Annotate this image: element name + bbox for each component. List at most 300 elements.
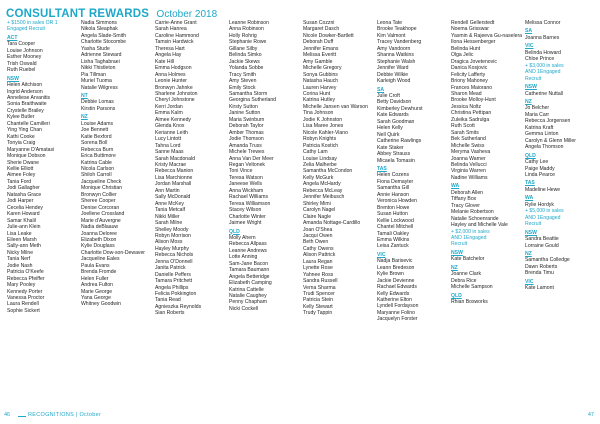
page-month: October 2018	[156, 9, 218, 20]
consultant-name: Sophie Sickert	[7, 307, 40, 314]
consultant-name: Denise Corcoran	[81, 204, 120, 211]
consultant-name: Shiloh Carroll	[81, 172, 112, 179]
consultant-name: Samar Khalil	[7, 217, 36, 224]
consultant-name: Charlotte Stocombe	[81, 39, 127, 46]
region-heading: WA	[451, 183, 460, 190]
consultant-name: Emma Wilkins	[377, 236, 410, 243]
consultant-name: Louise Lindsay	[303, 155, 337, 162]
region-heading: ACT	[7, 34, 18, 41]
consultant-name: Catherine Nuttall	[525, 90, 563, 97]
consultant-name: Teresa Watson	[229, 174, 263, 181]
consultant-name: Nadia deBlaauw	[81, 224, 119, 231]
consultant-name: Janine Sutton	[229, 110, 261, 117]
consultant-name: Katrina Kraft	[525, 124, 554, 131]
consultant-name: Chantelle Camilleri	[7, 120, 50, 127]
consultant-name: Toni Vince	[229, 168, 253, 175]
consultant-name: Tania Nerf	[7, 256, 31, 263]
consultant-name: Angela Phillips	[155, 284, 189, 291]
consultant-name: Ingrid Anderson	[7, 88, 43, 95]
consultant-name: Kate Edwards	[377, 112, 409, 119]
column-7	[448, 20, 522, 408]
region-heading: NSW	[525, 84, 537, 91]
consultant-name: Susan Hutton	[377, 211, 408, 218]
consultant-name: Bronwyn Jahnke	[155, 84, 193, 91]
consultant-name: Anna Wickham	[229, 187, 264, 194]
consultant-name: Nadia Simmons	[81, 20, 117, 26]
rewards-columns	[4, 20, 596, 408]
region-heading: WA	[525, 195, 534, 202]
consultant-name: Charlotte Dow-son-Dewaver	[81, 249, 145, 256]
consultant-name: Robyn Knights	[303, 136, 337, 143]
consultant-name: Kylie Brown	[377, 271, 404, 278]
consultant-name: Yolanda Sobbe	[229, 65, 264, 72]
consultant-name: Anna Holmes	[155, 71, 186, 78]
consultant-name: Eileen Marsh	[7, 236, 37, 243]
reward-tier-heading: Recruit	[525, 75, 542, 82]
consultant-name: Sharon Mead	[451, 90, 482, 97]
consultant-name: Maria Carr	[525, 111, 550, 118]
consultant-name: Briony Mahoney	[451, 78, 488, 85]
consultant-name: Kate Lamont	[525, 285, 554, 292]
consultant-name: Georgina Sutherland	[229, 97, 277, 104]
consultant-name: Lisa Marchionne	[155, 174, 193, 181]
page-footer	[0, 410, 600, 424]
consultant-name: Emma Kalm	[155, 110, 183, 117]
region-heading: NSW	[7, 75, 19, 82]
consultant-name: Sarah Milne	[155, 220, 183, 227]
consultant-name: Belinda Vellucci	[451, 161, 487, 168]
consultant-name: Debra Rice	[451, 277, 477, 284]
consultant-name: Helen Aitchison	[7, 82, 43, 89]
consultant-name: Theresa Hart	[155, 45, 185, 52]
consultant-name: Sonia Braithwaite	[7, 101, 47, 108]
consultant-name: Natalie Wilgress	[81, 84, 118, 91]
consultant-name: Felicity Lafferty	[451, 71, 486, 78]
consultant-name: Sarah Macdonald	[155, 155, 195, 162]
consultant-name: Jodi Gallagher	[7, 185, 40, 192]
consultant-name: Angela Betteridge	[229, 273, 270, 280]
consultant-name: Marie d'Auvergne	[81, 217, 121, 224]
consultant-name: Natasha Grace	[7, 191, 42, 198]
consultant-name: Sarah Hanrea	[155, 26, 187, 33]
consultant-name: Gillane Silby	[229, 45, 258, 52]
consultant-name: Kimberley Dewhurst	[377, 105, 423, 112]
consultant-name: Sharlene Johnston	[155, 90, 198, 97]
consultant-name: Trudy Tappin	[303, 310, 333, 317]
consultant-name: Cheryl Johnstone	[155, 97, 195, 104]
consultant-name: Jodi Harper	[7, 198, 34, 205]
consultant-name: Helen Cozens	[377, 172, 409, 179]
consultant-name: Jessica Noltz	[451, 103, 482, 110]
page-header	[6, 4, 217, 18]
consultant-name: Tracy Smith	[229, 71, 256, 78]
consultant-name: Susan Cozzni	[303, 20, 335, 26]
consultant-name: Kelly McGurk	[303, 174, 334, 181]
consultant-name: Janita Patrick	[155, 265, 186, 272]
consultant-name: Anna Van Der Meer	[229, 155, 274, 162]
consultant-name: Louise Johnson	[7, 47, 43, 54]
consultant-name: Dawn Roberts	[525, 263, 558, 270]
consultant-name: Margaret Dasch	[303, 26, 340, 33]
region-heading: VIC	[525, 43, 534, 50]
consultant-name: Jodie Thomson	[229, 136, 264, 143]
consultant-name: Natalie Schoenrande	[451, 215, 499, 222]
consultant-name: Gemma Linton	[525, 131, 559, 138]
consultant-name: Maria Swinburn	[229, 116, 265, 123]
consultant-name: Laura Regan	[303, 258, 333, 265]
consultant-name: Melanie Robertson	[451, 209, 494, 216]
consultant-name: Danielle Peffers	[155, 271, 191, 278]
consultant-name: Amanda Truss	[229, 142, 262, 149]
consultant-name: Esther Mooney	[7, 54, 42, 61]
consultant-name: Ilona Hessenberger	[451, 39, 496, 46]
consultant-name: Rhian Bosworks	[451, 299, 488, 306]
region-heading: QLD	[525, 152, 536, 159]
consultant-name: Julie-ann Klein	[7, 224, 41, 231]
consultant-name: Lisa Leake	[7, 230, 32, 237]
consultant-name: Paige Maddy	[525, 165, 555, 172]
consultant-name: Virginia Warren	[451, 168, 486, 175]
consultant-name: Helen Fuller	[81, 275, 109, 282]
consultant-name: Trudi Spencer	[303, 291, 335, 298]
consultant-name: Tamara Pritchett	[155, 278, 193, 285]
consultant-name: Louise Adams	[81, 120, 113, 127]
consultant-name: Samantha Storm	[229, 90, 268, 97]
consultant-name: Mary Pooley	[7, 282, 36, 289]
region-heading: NSW	[525, 229, 537, 236]
consultant-name: Verna Sharma	[303, 284, 336, 291]
consultant-name: Ying Ying Chan	[7, 127, 42, 134]
consultant-name: Jacqueline Eales	[81, 256, 120, 263]
consultant-name: Rebecca Nichols	[155, 252, 194, 259]
consultant-name: Shelley Moody	[155, 226, 189, 233]
consultant-name: Monique Christian	[81, 185, 123, 192]
consultant-name: Tonyia Craig	[7, 140, 36, 147]
consultant-name: Janeese Wells	[229, 181, 263, 188]
consultant-name: Michele Trewes	[229, 149, 265, 156]
consultant-name: Christina Pettipan	[451, 110, 492, 117]
consultant-name: Molly Ahern	[229, 234, 256, 241]
consultant-name: Laura Rendell	[7, 301, 39, 308]
consultant-name: Tracy Glover	[451, 202, 480, 209]
consultant-name: Muriel Tuoma	[81, 78, 112, 85]
consultant-name: Katrina Cattelle	[229, 286, 264, 293]
consultant-name: Nicki Cockell	[229, 305, 259, 312]
consultant-name: Corina Hunt	[303, 90, 331, 97]
consultant-name: Penny Chapham	[229, 299, 267, 306]
consultant-name: Samantha McCondon	[303, 168, 353, 175]
consultant-name: Rylie Hordyk	[525, 201, 554, 208]
region-heading: TAS	[377, 165, 387, 172]
consultant-name: Dragica Jovetenovic	[451, 58, 497, 65]
reward-tier-heading: + $2,000 in sales	[451, 228, 490, 235]
consultant-name: Sam-Jane Bacon	[229, 260, 269, 267]
consultant-name: Tahna Lord	[155, 142, 181, 149]
consultant-name: Kelly Stewart	[303, 303, 333, 310]
consultant-name: Karen Howard	[7, 211, 40, 218]
consultant-name: Angela Thomson	[525, 144, 564, 151]
consultant-name: Sarah Smits	[451, 129, 479, 136]
consultant-name: Shanna Watkins	[377, 52, 414, 59]
consultant-name: Sherie Dwane	[7, 159, 39, 166]
consultant-name: Claire Nagle	[303, 213, 332, 220]
consultant-name: Cathy Lee	[525, 159, 549, 166]
consultant-name: Michelle Swiss	[451, 142, 485, 149]
consultant-name: Paula Evans	[81, 262, 110, 269]
consultant-name: Carolyn & Glenn Miller	[525, 137, 576, 144]
consultant-name: Agnieszka Reynolds	[155, 303, 202, 310]
consultant-name: Lisha Taghabraei	[81, 58, 120, 65]
consultant-name: Erica Buttimore	[81, 153, 116, 160]
consultant-name: Ruth Ruebel	[7, 67, 36, 74]
consultant-name: Joe Bennett	[81, 127, 109, 134]
consultant-name: Jacquelyn Forster	[377, 316, 418, 323]
consultant-name: Jo Belcher	[525, 105, 550, 112]
consultant-name: Lotte Anning	[229, 254, 258, 261]
consultant-name: Madeline Hewe	[525, 186, 561, 193]
consultant-name: Patricia Stein	[303, 297, 334, 304]
reward-tier-heading: Recruit	[451, 241, 468, 248]
column-6	[374, 20, 448, 408]
consultant-name: Lisa Maree Jones	[303, 123, 344, 130]
consultant-name: Cathy Lam	[303, 149, 328, 156]
consultant-name: Tamsin Hardwick	[155, 39, 194, 46]
consultant-name: Hayley and Michelle Vale	[451, 222, 508, 229]
consultant-name: Lynette Rose	[303, 265, 333, 272]
consultant-name: Leona Tate	[377, 20, 403, 26]
footer-label: RECOGNITIONS | October	[28, 412, 102, 418]
consultant-name: Regan Veltonek	[229, 161, 265, 168]
consultant-name: Kate Hill	[155, 58, 174, 65]
consultant-name: Kim Valmont	[377, 32, 406, 39]
consultant-name: Tania Read	[155, 297, 181, 304]
consultant-name: Jaimee Wright	[229, 220, 262, 227]
reward-tier-heading: Recruit	[525, 221, 542, 228]
column-5	[300, 20, 374, 408]
region-heading: TAS	[525, 180, 535, 187]
consultant-name: Alison Pattrick	[303, 252, 336, 259]
consultant-name: Aimee Foley	[7, 172, 36, 179]
consultant-name: Rendell Gellerstedt	[451, 20, 495, 26]
region-heading: NSW	[451, 249, 463, 256]
consultant-name: Holly Rohrig	[229, 32, 257, 39]
consultant-name: Amy Steven	[229, 78, 257, 85]
consultant-name: Jennifer Ward	[377, 65, 409, 72]
region-heading: VIC	[377, 251, 386, 258]
consultant-name: Vanessa Proctor	[7, 295, 45, 302]
consultant-name: Kirstin Parsons	[81, 105, 116, 112]
consultant-name: Belinda Hunt	[451, 45, 481, 52]
consultant-name: Abbey Strauss	[377, 151, 411, 158]
consultant-name: Bek Sutherland	[451, 136, 486, 143]
reward-tier-heading: + $3,000 in sales	[525, 62, 564, 69]
consultant-name: Leanne Robinson	[229, 20, 269, 26]
consultant-name: Yasha Stude	[81, 45, 110, 52]
region-heading: NZ	[525, 98, 532, 105]
consultant-name: Deborah Duff	[303, 39, 334, 46]
reward-tier-heading: AND 1Engaged	[525, 214, 561, 221]
consultant-name: Brenton Howe	[377, 204, 410, 211]
region-heading: SA	[525, 28, 533, 35]
consultant-name: Marie George	[81, 288, 113, 295]
consultant-name: Stacey Wilson	[229, 207, 262, 214]
consultant-name: Rebecca Allpass	[229, 241, 267, 248]
consultant-name: Ann Martin	[155, 187, 180, 194]
consultant-name: Nell Quirk	[377, 131, 400, 138]
consultant-name: Tania Ford	[7, 178, 32, 185]
consultant-name: Bronwyn Collier	[81, 191, 117, 198]
consultant-name: Sorena Boll	[81, 140, 108, 147]
consultant-name: Kellie Lockwood	[377, 217, 414, 224]
consultant-name: Amanda Nottage-Cardillo	[303, 220, 361, 227]
consultant-name: Anneliese Arvanitis	[7, 94, 51, 101]
consultant-name: Kelly Edwards	[377, 290, 410, 297]
consultant-name: Joanna Warner	[451, 155, 486, 162]
consultant-name: Rebecca Burn	[81, 146, 114, 153]
column-2	[78, 20, 152, 408]
consultant-name: Adrienne Steward	[81, 52, 122, 59]
consultant-name: Jennifer Meibusch	[303, 194, 345, 201]
consultant-name: Pia Tillman	[81, 71, 106, 78]
consultant-name: Tania Metcalf	[155, 207, 186, 214]
consultant-name: Whitney Goodwin	[81, 301, 121, 308]
column-3	[152, 20, 226, 408]
consultant-name: Kerianne Leith	[155, 129, 188, 136]
consultant-name: Leann Bredeson	[377, 264, 415, 271]
consultant-name: Zuleika Sadrulga	[451, 116, 490, 123]
consultant-name: Jodie Nash	[7, 262, 33, 269]
consultant-name: Nikola Sleaphak	[81, 26, 118, 33]
consultant-name: Sally McDonald	[155, 194, 191, 201]
consultant-name: Brenda Fromde	[81, 269, 117, 276]
consultant-name: Joanne Clark	[451, 271, 482, 278]
consultant-name: Caroline Hammond	[155, 32, 199, 39]
consultant-name: Joellene Crossland	[81, 211, 125, 218]
consultant-name: Lorraine Gould	[525, 242, 559, 249]
consultant-name: Jackie Devienne	[377, 277, 415, 284]
consultant-name: Kellie Elliott	[7, 165, 34, 172]
consultant-name: Brooke Teakhope	[377, 26, 417, 33]
consultant-name: Kate Staker	[377, 144, 404, 151]
consultant-name: Anne McKey	[155, 200, 184, 207]
consultant-name: Debbie Wilkie	[377, 71, 409, 78]
consultant-name: Crystelle Brailey	[7, 107, 44, 114]
consultant-name: Tara Cooper	[7, 41, 36, 48]
consultant-name: Patricia Kostich	[303, 142, 339, 149]
consultant-name: Micaela Tomasin	[377, 157, 415, 164]
column-8	[522, 20, 596, 408]
consultant-name: Nadja Barisevic	[377, 258, 413, 265]
consultant-name: Katrina Cable	[81, 159, 112, 166]
consultant-name: Catherine Rawlings	[377, 138, 422, 145]
consultant-name: Tina Johnson	[303, 110, 334, 117]
consultant-name: Betty Davidson	[377, 99, 412, 106]
consultant-name: Melissa Everitt	[303, 52, 337, 59]
consultant-name: Sheree Cooper	[81, 198, 116, 205]
consultant-name: Katie Bexford	[81, 133, 112, 140]
consultant-name: Maryanne D'Amatasi	[7, 146, 55, 153]
consultant-name: Nikki Thistleton	[81, 65, 116, 72]
consultant-name: Stephanie Rowe	[229, 39, 267, 46]
consultant-name: Jordan Marshall	[155, 181, 192, 188]
consultant-name: Ruth Scott	[451, 123, 475, 130]
consultant-name: Debbie Lomas	[81, 99, 114, 106]
consultant-name: Chantel Mitchell	[377, 224, 414, 231]
region-heading: NT	[81, 92, 88, 99]
consultant-name: Nicole Dowker-Bartlett	[303, 32, 354, 39]
consultant-name: Fiona Demayter	[377, 178, 414, 185]
consultant-name: Shirley Mimi	[303, 200, 331, 207]
consultant-name: Anna Robinson	[229, 26, 264, 33]
consultant-name: Carrie-Anne Grant	[155, 20, 197, 26]
consultant-name: Sandra Russell	[303, 278, 338, 285]
consultant-name: Linda Pearce	[525, 171, 556, 178]
consultant-name: Samantha Gill	[377, 185, 409, 192]
consultant-name: Rebecca Pfeiffer	[7, 275, 45, 282]
consultant-name: Olga Jelic	[451, 52, 474, 59]
consultant-name: Kylee Butler	[7, 114, 35, 121]
consultant-name: Sarah Goodman	[377, 118, 415, 125]
consultant-name: Meryma Vasheva	[451, 149, 491, 156]
consultant-name: Yana George	[81, 295, 111, 302]
consultant-name: Danica Kosjovic	[451, 65, 488, 72]
reward-tier-heading: AND 1Engaged	[451, 234, 487, 241]
consultant-name: Katrina Hutley	[303, 97, 335, 104]
consultant-name: Cecelia Hendey	[7, 204, 43, 211]
consultant-name: Sandra Beattie	[525, 236, 559, 243]
region-heading: NZ	[525, 250, 532, 257]
consultant-name: Sanne Maas	[155, 149, 184, 156]
consultant-name: Rebecca Jorgensen	[525, 118, 571, 125]
consultant-name: Kate Batchelor	[451, 256, 485, 263]
consultant-name: Felicia Pokkington	[155, 291, 197, 298]
consultant-name: Karleigh Wood	[377, 78, 411, 85]
consultant-name: Annie Hanson	[377, 191, 410, 198]
consultant-name: Yasmin & Rajeeva Gu-naselera	[451, 32, 522, 39]
consultant-name: Nadine Williams	[451, 174, 488, 181]
consultant-name: Julie Croft	[377, 92, 400, 99]
consultant-name: Lucy Lintott	[155, 136, 182, 143]
consultant-name: Beth Owen	[303, 239, 329, 246]
left-page-number: 46	[4, 412, 11, 418]
consultant-name: Charlotte Winter	[229, 213, 266, 220]
consultant-name: Angela Hay	[155, 52, 182, 59]
consultant-name: Melissa Connor	[525, 20, 561, 26]
consultant-name: Natasha Hauch	[303, 78, 339, 85]
consultant-name: Hayley Murphy	[155, 245, 189, 252]
consultant-name: Stephanie Walsh	[377, 58, 416, 65]
consultant-name: Leonie Hunter	[155, 78, 188, 85]
consultant-name: Glenda Knox	[155, 123, 185, 130]
reward-tier-heading: AND 1Engaged	[525, 69, 561, 76]
consultant-name: Kennedy Porter	[7, 288, 43, 295]
consultant-name: Jacqueline Check	[81, 178, 122, 185]
consultant-name: Helen Kelly	[377, 125, 403, 132]
consultant-name: Rachael Williams	[229, 194, 269, 201]
consultant-name: Michelle Jansen van Warson	[303, 103, 368, 110]
consultant-name: Natalie Caughey	[229, 293, 267, 300]
consultant-name: Brenda Timu	[525, 270, 554, 277]
page-title: CONSULTANT REWARDS	[6, 8, 150, 20]
consultant-name: Yahnee Ross	[303, 271, 334, 278]
consultant-name: Elizabeth Camping	[229, 280, 272, 287]
consultant-name: Sian Roberts	[155, 310, 185, 317]
consultant-name: Jodie K Johnston	[303, 116, 343, 123]
column-1	[4, 20, 78, 408]
consultant-name: Carolyn Nagel	[303, 207, 336, 214]
consultant-name: Emma Hodgson	[155, 65, 192, 72]
region-heading: VIC	[525, 278, 534, 285]
